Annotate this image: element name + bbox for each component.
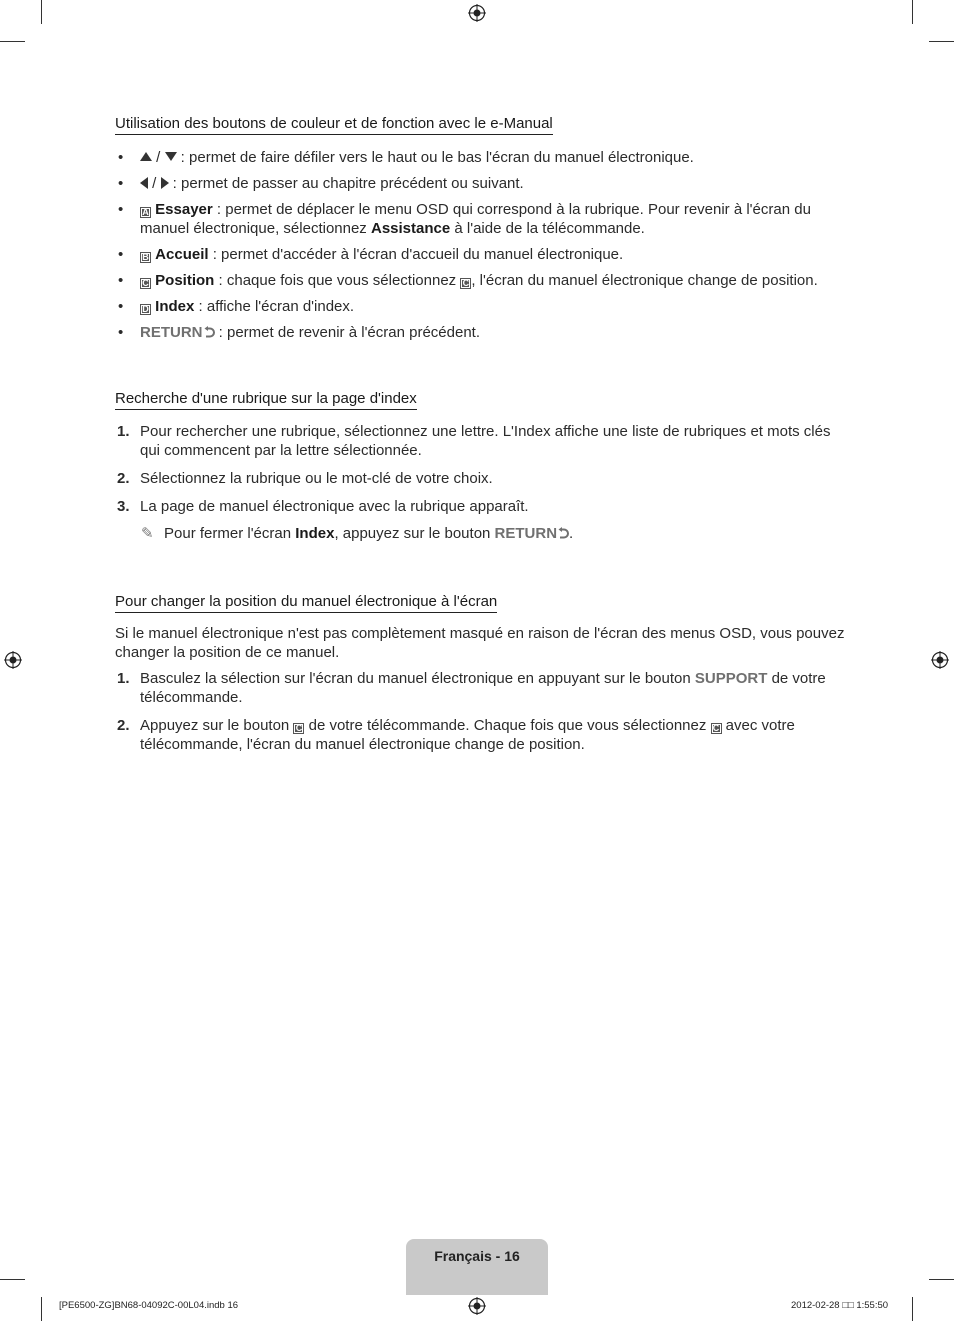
bullet: • [118, 149, 124, 166]
key-c-icon: C [460, 278, 471, 289]
crop-mark [0, 41, 25, 42]
slash: / [148, 175, 161, 192]
support-label: SUPPORT [694, 670, 768, 687]
note-text: . [569, 525, 574, 542]
crop-mark [41, 1297, 42, 1321]
step-number: 3. [117, 498, 130, 515]
key-d-icon: D [140, 304, 151, 315]
step-text: Pour rechercher une rubrique, sélectionnez une lettre. L'Index affiche une liste de rubriques et mots clés qui commencent par la lettre sélectionnée. [140, 423, 831, 459]
section-heading: Pour changer la position du manuel électronique à l'écran [115, 592, 497, 613]
item-text: : chaque fois que vous sélectionnez [214, 272, 461, 289]
item-text: : permet de revenir à l'écran précédent. [214, 324, 481, 341]
step-text: avec votre télécommande, l'écran du manuel électronique change de position. [140, 717, 795, 753]
item-text: : affiche l'écran d'index. [194, 298, 355, 315]
note-index-label: Index [295, 525, 335, 542]
registration-mark-icon [468, 4, 486, 22]
bullet: • [118, 175, 124, 192]
return-icon [558, 527, 569, 540]
step-text: Appuyez sur le bouton [140, 717, 294, 734]
arrow-down-icon [165, 152, 177, 161]
item-text: : permet de passer au chapitre précédent ou suivant. [168, 175, 524, 192]
crop-mark [929, 41, 954, 42]
step-item [115, 469, 845, 488]
key-b-icon: B [140, 252, 151, 263]
note-text: Pour fermer l'écran [164, 525, 296, 542]
step-item [115, 669, 845, 707]
function-button-list [115, 148, 845, 342]
steps-list [115, 422, 845, 516]
list-item [115, 148, 845, 167]
note-return-label: RETURN [494, 525, 558, 542]
list-item [115, 200, 845, 238]
step-number: 1. [117, 423, 130, 440]
crop-mark [0, 1279, 25, 1280]
step-text: Sélectionnez la rubrique ou le mot-clé de votre choix. [140, 470, 493, 487]
note [115, 524, 845, 543]
return-icon [204, 326, 215, 339]
note-text: , appuyez sur le bouton [334, 525, 495, 542]
step-text: La page de manuel électronique avec la rubrique apparaît. [140, 498, 529, 515]
assistance-label: Assistance [370, 220, 451, 237]
list-item [115, 271, 845, 290]
steps-list [115, 669, 845, 754]
item-text: , l'écran du manuel électronique change de position. [471, 272, 818, 289]
step-number: 2. [117, 470, 130, 487]
list-item [115, 245, 845, 264]
step-text: Basculez la sélection sur l'écran du manuel électronique en appuyant sur le bouton [140, 670, 695, 687]
section-change-position [115, 592, 845, 763]
list-item [115, 297, 845, 316]
imprint-right: 2012-02-28 □□ 1:55:50 [791, 1300, 889, 1311]
step-item [115, 497, 845, 516]
step-number: 2. [117, 717, 130, 734]
return-label: RETURN [140, 324, 203, 341]
key-a-icon: A [140, 207, 151, 218]
item-text: à l'aide de la télécommande. [450, 220, 645, 237]
bullet: • [118, 324, 124, 341]
item-text: : permet de faire défiler vers le haut ou le bas l'écran du manuel électronique. [176, 149, 694, 166]
bullet: • [118, 201, 124, 218]
bullet: • [118, 246, 124, 263]
imprint-left: [PE6500-ZG]BN68-04092C-00L04.indb 16 [59, 1300, 239, 1311]
essayer-label: Essayer [155, 201, 213, 218]
section-heading: Utilisation des boutons de couleur et de fonction avec le e-Manual [115, 114, 553, 135]
index-label: Index [155, 298, 195, 315]
pencil-note-icon: ✎ [141, 525, 154, 542]
step-item [115, 422, 845, 460]
item-text: : permet de déplacer le menu OSD qui correspond à la rubrique. Pour revenir à l'écran du manuel électronique, sélectionnez [140, 201, 811, 237]
registration-mark-icon [4, 651, 22, 669]
list-item [115, 174, 845, 193]
crop-mark [912, 1297, 913, 1321]
step-text: de votre télécommande. [140, 670, 826, 706]
arrow-right-icon [161, 177, 169, 189]
crop-mark [929, 1279, 954, 1280]
registration-mark-icon [468, 1297, 486, 1315]
accueil-label: Accueil [155, 246, 209, 263]
step-item [115, 716, 845, 754]
position-label: Position [155, 272, 215, 289]
list-item [115, 323, 845, 342]
arrow-left-icon [140, 177, 148, 189]
arrow-up-icon [140, 152, 152, 161]
bullet: • [118, 272, 124, 289]
registration-mark-icon [931, 651, 949, 669]
key-c-icon: C [140, 278, 151, 289]
section-heading: Recherche d'une rubrique sur la page d'index [115, 389, 417, 410]
section-color-buttons [115, 114, 845, 349]
key-c-icon: C [293, 723, 304, 734]
section-index-search [115, 389, 845, 543]
step-number: 1. [117, 670, 130, 687]
slash: / [152, 149, 165, 166]
page-number-tab [406, 1239, 548, 1295]
intro-text: Si le manuel électronique n'est pas complètement masqué en raison de l'écran des menus OSD, vous pouvez changer la position de ce manuel. [115, 625, 845, 661]
item-text: : permet d'accéder à l'écran d'accueil du manuel électronique. [208, 246, 624, 263]
page-label: Français - 16 [434, 1248, 520, 1264]
crop-mark [41, 0, 42, 24]
key-c-icon: C [711, 723, 722, 734]
bullet: • [118, 298, 124, 315]
crop-mark [912, 0, 913, 24]
step-text: de votre télécommande. Chaque fois que vous sélectionnez [304, 717, 711, 734]
